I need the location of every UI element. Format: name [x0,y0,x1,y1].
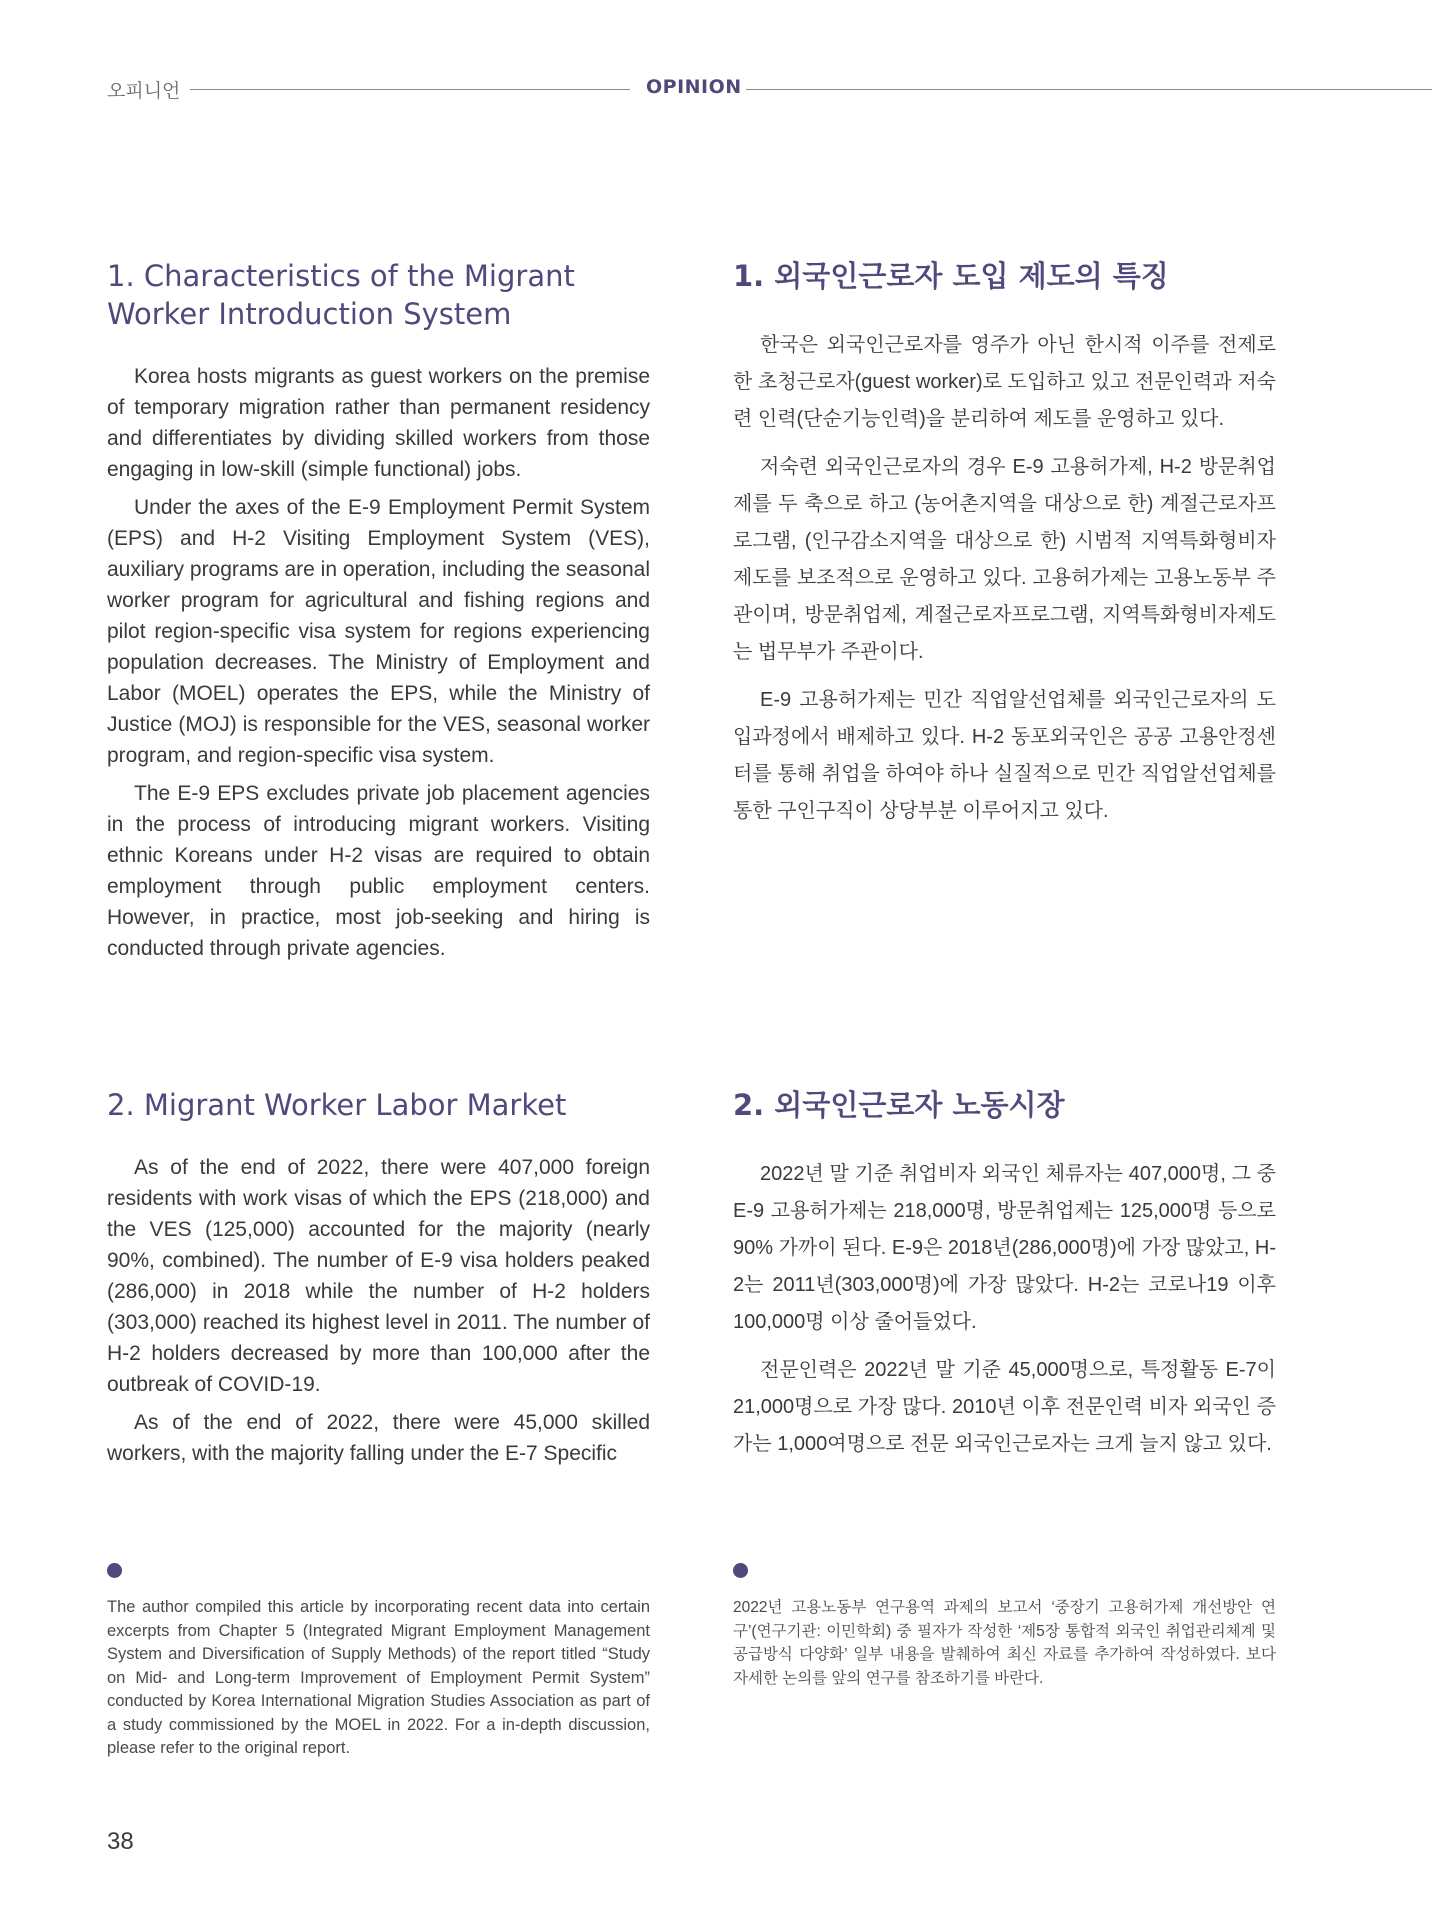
section1-ko-paragraph-2: 저숙련 외국인근로자의 경우 E-9 고용허가제, H-2 방문취업제를 두 축으로 하고 (농어촌지역을 대상으로 한) 계절근로자프로그램, (인구감소지역을 대상으로 한) 시범적 지역특화형비자제도를 보조적으로 운영하고 있다. 고용허가제는 고용노동부 주관이며, 방문취업제, 계절근로자프로그램, 지역특화형비자제도는 법무부가 주관이다. [733,456,1276,663]
section1-ko-title: 1. 외국인근로자 도입 제도의 특징 [733,259,1169,293]
footnote-bullet-icon [107,1563,122,1578]
section1-en-title: 1. Characteristics of the Migrant Worker Introduction System [107,259,575,331]
footnote-english [107,1563,650,1761]
header-title: OPINION [646,76,742,98]
footnote-bullet-icon [733,1563,748,1578]
footnote-ko-text: 2022년 고용노동부 연구용역 과제의 보고서 ‘중장기 고용허가제 개선방안 연구’(연구기관: 이민학회) 중 필자가 작성한 ‘제5장 통합적 외국인 취업관리체계 및 공급방식 다양화’ 일부 내용을 발췌하여 최신 자료를 추가하여 작성하였다. 보다 자세한 논의를 앞의 연구를 참조하기를 바란다. [733,1599,1276,1687]
section2-korean [733,1086,1276,1463]
footnote-en-text: The author compiled this article by incorporating recent data into certain excerpts from Chapter 5 (Integrated Migrant Employment Management System and Diversification of Supply Methods) of the report titled “Study on Mid- and Long-term Improvement of Employment Permit System” conducted by Korea International Migration Studies Association as part of a study commissioned by the MOEL in 2022. For a in-depth discussion, please refer to the original report. [107,1598,650,1757]
section1-en-paragraph-2: Under the axes of the E-9 Employment Permit System (EPS) and H-2 Visiting Employment System (VES), auxiliary programs are in operation, including the seasonal worker program for agricultural and fishing regions and pilot region-specific visa system for regions experiencing population decreases. The Ministry of Employment and Labor (MOEL) operates the EPS, while the Ministry of Justice (MOJ) is responsible for the VES, seasonal worker program, and region-specific visa system. [107,496,650,767]
section1-en-paragraph-1: Korea hosts migrants as guest workers on the premise of temporary migration rather than permanent residency and differentiates by dividing skilled workers from those engaging in low-skill (simple functional) jobs. [107,365,650,481]
footnote-korean [733,1563,1276,1690]
header-rule-left [190,89,630,90]
section1-ko-paragraph-1: 한국은 외국인근로자를 영주가 아닌 한시적 이주를 전제로 한 초청근로자(guest worker)로 도입하고 있고 전문인력과 저숙련 인력(단순기능인력)을 분리하여 제도를 운영하고 있다. [733,334,1276,430]
section1-korean [733,257,1276,830]
section1-ko-paragraph-3: E-9 고용허가제는 민간 직업알선업체를 외국인근로자의 도입과정에서 배제하고 있다. H-2 동포외국인은 공공 고용안정센터를 통해 취업을 하여야 하나 실질적으로 민간 직업알선업체를 통한 구인구직이 상당부분 이루어지고 있다. [733,689,1276,822]
header-rule-right [746,89,1432,90]
section2-en-title: 2. Migrant Worker Labor Market [107,1088,567,1122]
section1-en-paragraph-3: The E-9 EPS excludes private job placement agencies in the process of introducing migrant workers. Visiting ethnic Koreans under H-2 visas are required to obtain employment through public employment centers. However, in practice, most job-seeking and hiring is conducted through private agencies. [107,782,650,960]
section2-english [107,1086,650,1469]
page-number: 38 [107,1828,134,1855]
section2-en-paragraph-1: As of the end of 2022, there were 407,000 foreign residents with work visas of which the EPS (218,000) and the VES (125,000) accounted for the majority (nearly 90%, combined). The number of E-9 visa holders peaked (286,000) in 2018 while the number of H-2 holders (303,000) reached its highest level in 2011. The number of H-2 holders decreased by more than 100,000 after the outbreak of COVID-19. [107,1156,650,1396]
section2-ko-paragraph-1: 2022년 말 기준 취업비자 외국인 체류자는 407,000명, 그 중 E-9 고용허가제는 218,000명, 방문취업제는 125,000명 등으로 90% 가까이 된다. E-9은 2018년(286,000명)에 가장 많았고, H-2는 2011년(303,000명)에 가장 많았다. H-2는 코로나19 이후 100,000명 이상 줄어들었다. [733,1163,1276,1333]
section2-en-paragraph-2: As of the end of 2022, there were 45,000 skilled workers, with the majority falling under the E-7 Specific [107,1411,650,1465]
page-header [0,72,1432,102]
section-label: 오피니언 [107,80,181,102]
section2-ko-paragraph-2: 전문인력은 2022년 말 기준 45,000명으로, 특정활동 E-7이 21,000명으로 가장 많다. 2010년 이후 전문인력 비자 외국인 증가는 1,000여명으로 전문 외국인근로자는 크게 늘지 않고 있다. [733,1359,1276,1455]
section1-english [107,257,650,964]
section2-ko-title: 2. 외국인근로자 노동시장 [733,1088,1065,1122]
